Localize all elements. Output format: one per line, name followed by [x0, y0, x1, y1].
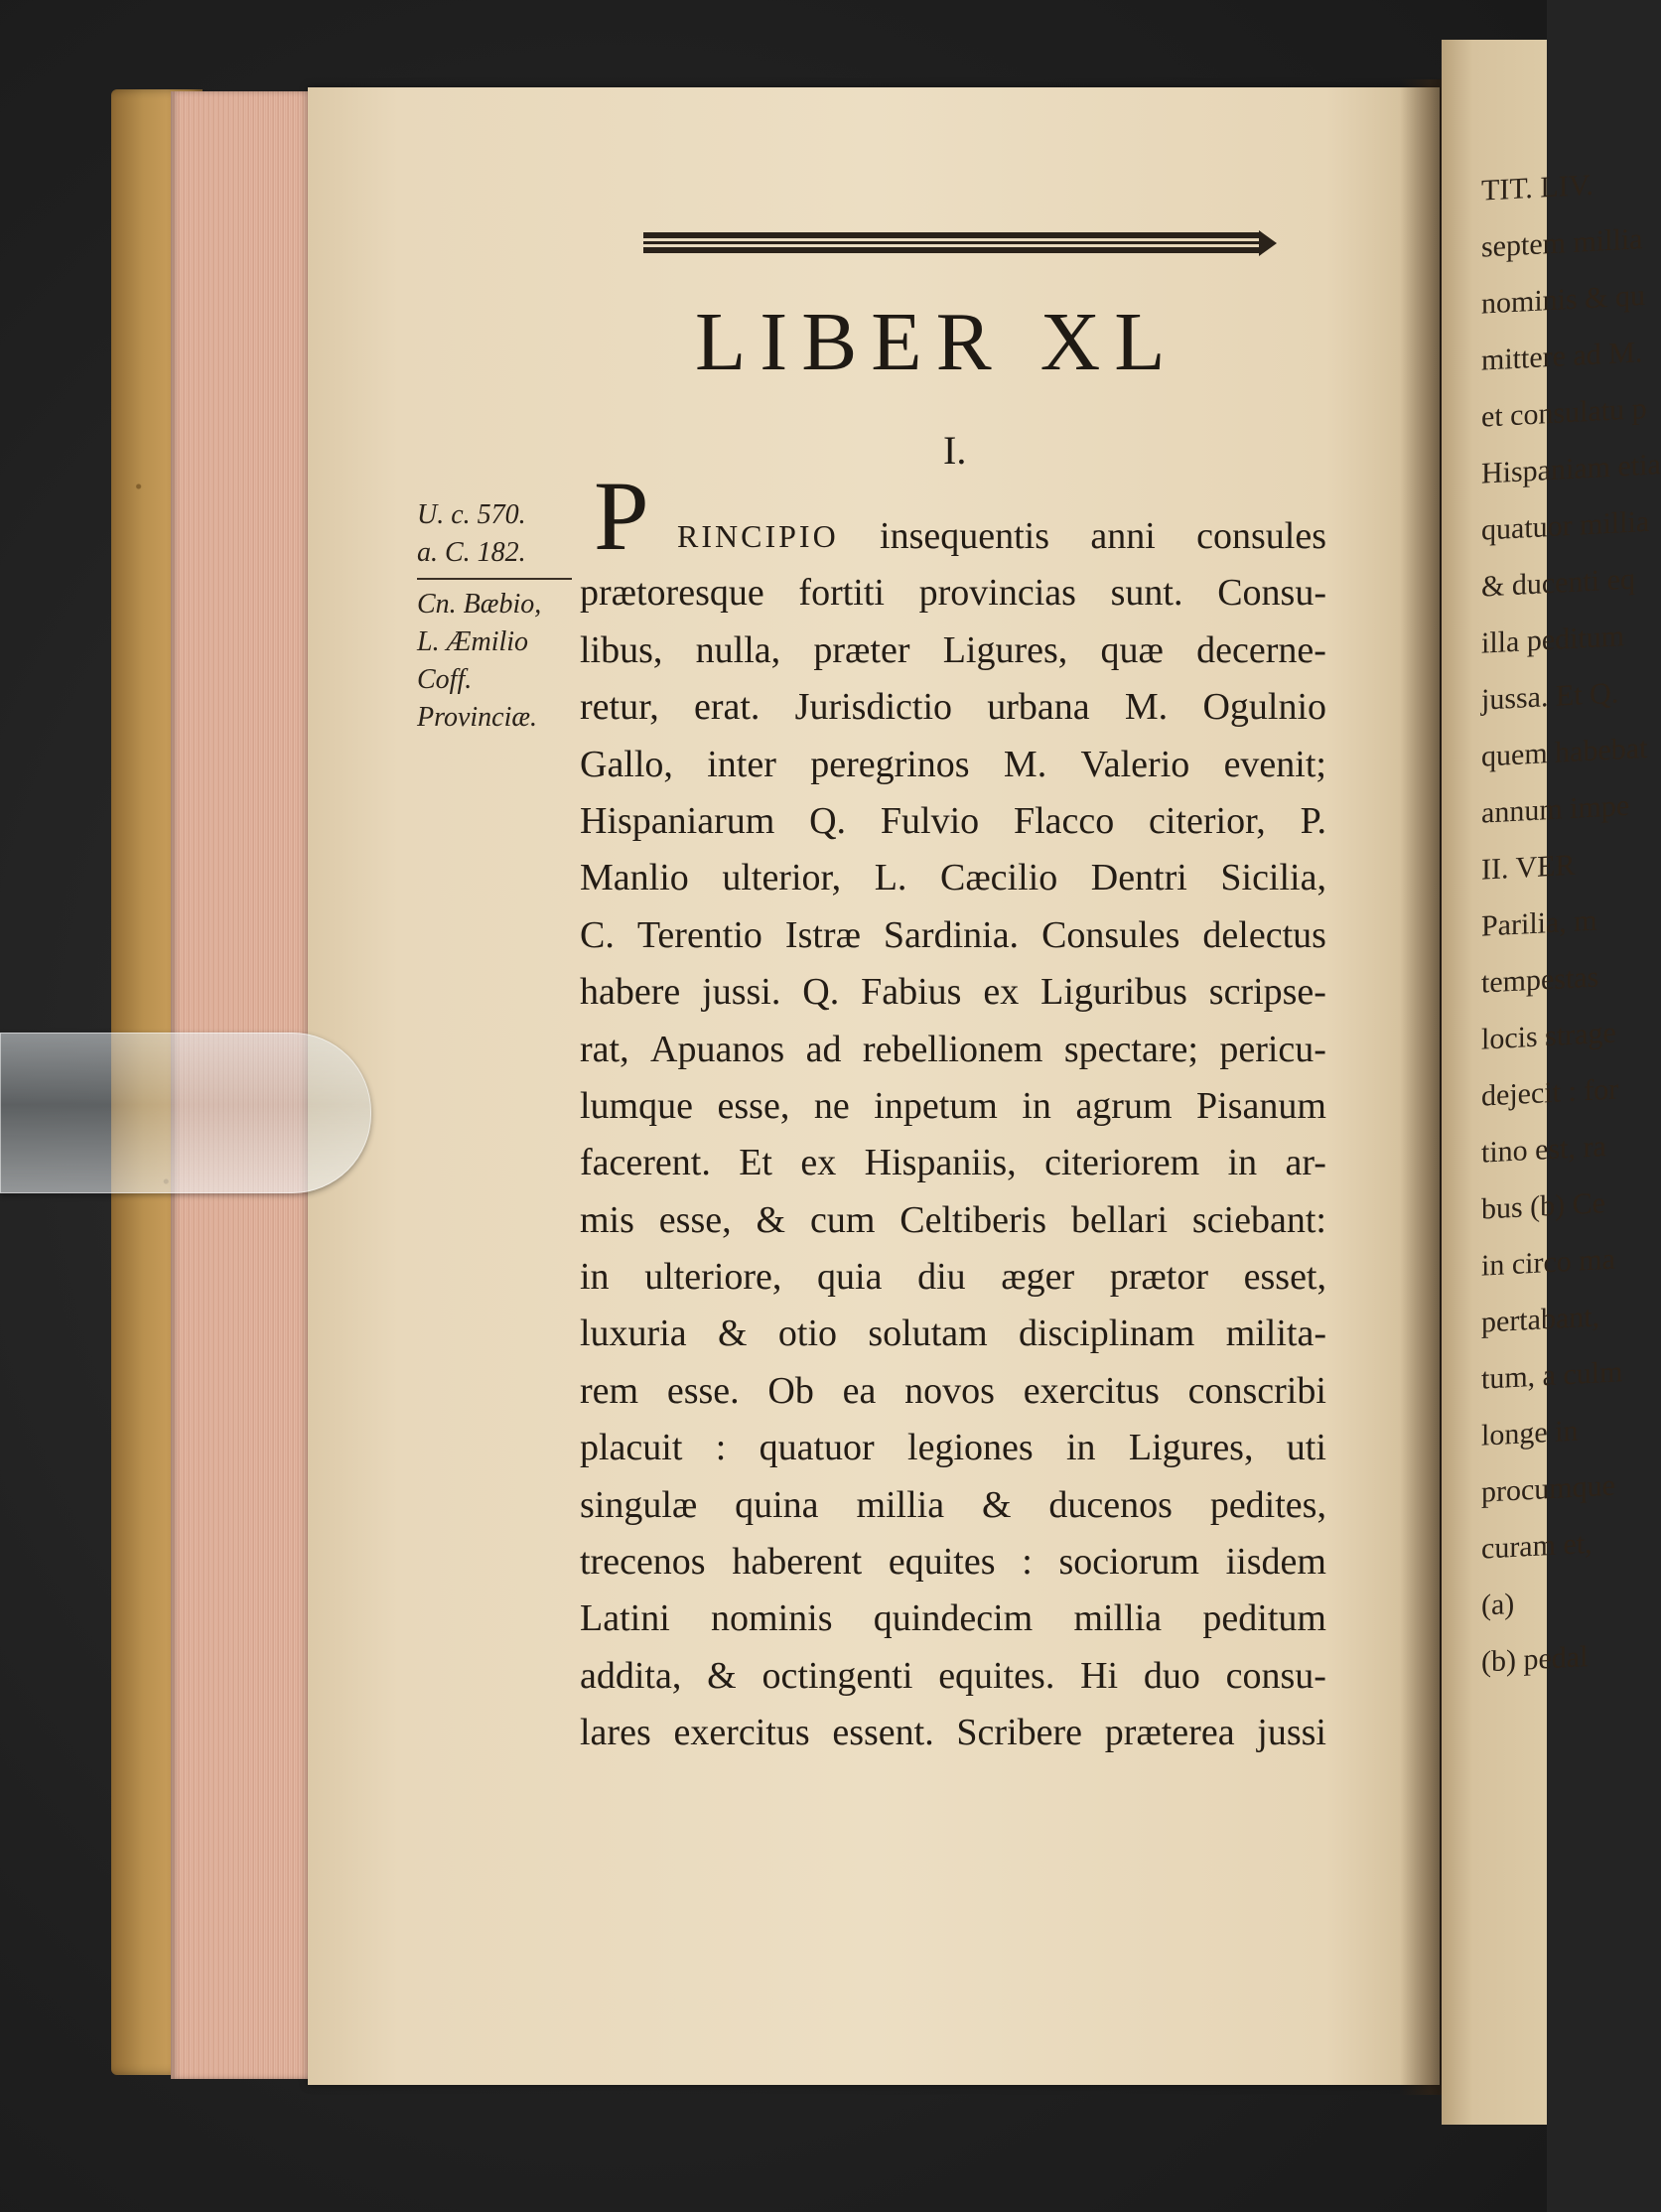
word: haberent [732, 1541, 863, 1584]
word: Sardinia. [883, 913, 1020, 956]
word: Pisanum [1196, 1084, 1326, 1127]
word: consu- [1225, 1654, 1326, 1697]
word: Gallo, [580, 743, 673, 785]
text-line [580, 964, 1326, 1021]
word: M. [1124, 686, 1169, 729]
text-line [580, 1590, 1326, 1647]
word: Jurisdictio [794, 686, 952, 729]
facing-line: locis strage [1481, 1016, 1616, 1056]
word: Q. [802, 971, 840, 1014]
word: Hispaniis, [864, 1142, 1017, 1184]
word: ex [983, 971, 1020, 1014]
facing-page-text [1481, 155, 1661, 1690]
word: exercitus [673, 1712, 810, 1754]
word: nominis [711, 1597, 833, 1640]
word: esset, [1243, 1256, 1326, 1299]
word: rem [580, 1369, 639, 1412]
word: otio [777, 1313, 838, 1355]
word: lumque [580, 1084, 693, 1127]
word: : [715, 1427, 727, 1469]
word: millia [856, 1483, 945, 1526]
facing-line: Hispaniam etia [1481, 448, 1661, 490]
margin-consuls-line-3: Coff. [417, 664, 473, 695]
margin-year-line-2: a. C. 182. [417, 537, 526, 568]
word: ar- [1285, 1142, 1326, 1184]
word: RINCIPIO [677, 518, 839, 554]
drop-cap: P [594, 461, 649, 571]
word: ex [800, 1142, 837, 1184]
word: agrum [1075, 1084, 1173, 1127]
word: Cæcilio [939, 857, 1058, 899]
text-line [580, 850, 1326, 906]
word: solutam [868, 1313, 988, 1355]
text-line [580, 1192, 1326, 1249]
facing-header: TIT. LIV. [1481, 168, 1594, 207]
word: ulterior, [722, 857, 842, 899]
word: Dentri [1090, 857, 1187, 899]
word: esse, [658, 1198, 732, 1241]
body-text [580, 508, 1326, 1762]
facing-line: tino est, ra [1481, 1130, 1606, 1170]
word: & [717, 1313, 748, 1355]
word: præter [813, 628, 910, 671]
text-line [580, 1306, 1326, 1362]
word: sociorum [1058, 1541, 1199, 1584]
word: Latini [580, 1597, 670, 1640]
word: Ligures, [942, 628, 1068, 671]
text-line [580, 1705, 1326, 1761]
word: quia [817, 1256, 883, 1299]
text-line [580, 793, 1326, 850]
word: L. [874, 857, 907, 899]
word: ne [813, 1084, 850, 1127]
word: exercitus [1023, 1369, 1160, 1412]
word: Istræ [784, 913, 861, 956]
word: millia [1073, 1597, 1163, 1640]
margin-consuls-line-1: Cn. Bæbio, [417, 589, 542, 620]
word: citerior, [1149, 799, 1266, 842]
word: legiones [907, 1427, 1034, 1469]
word: Ligures, [1128, 1427, 1254, 1469]
word: præterea [1104, 1712, 1235, 1754]
word: sciebant: [1191, 1198, 1326, 1241]
facing-line: curam et, [1481, 1526, 1592, 1566]
facing-line: jussa. Et Q. [1481, 676, 1619, 717]
text-line [580, 1078, 1326, 1135]
word: Et [739, 1142, 772, 1184]
word: retur, [580, 686, 659, 729]
word: quæ [1100, 628, 1164, 671]
facing-line: bus (b) Ce [1481, 1186, 1605, 1226]
word: milita- [1225, 1313, 1326, 1355]
word: Liguribus [1040, 971, 1187, 1014]
text-line [580, 679, 1326, 736]
margin-year-line-1: U. c. 570. [417, 499, 526, 530]
word: : [1022, 1541, 1033, 1584]
word: ducenos [1048, 1483, 1173, 1526]
ornamental-rule [643, 226, 1279, 260]
word: addita, [580, 1654, 682, 1697]
word: Hi [1080, 1654, 1119, 1697]
word: decerne- [1196, 628, 1326, 671]
word: habere [580, 971, 681, 1014]
word: Consules [1041, 913, 1180, 956]
facing-line: pertabant, [1481, 1300, 1600, 1339]
word: Fulvio [880, 799, 980, 842]
word: quatuor [759, 1427, 875, 1469]
facing-line: illa peditum [1481, 620, 1625, 660]
facing-line: quatuor millia [1481, 504, 1650, 547]
word: Hispaniarum [580, 799, 775, 842]
word: equites [888, 1541, 996, 1584]
word: inter [707, 743, 776, 785]
word: uti [1286, 1427, 1326, 1469]
text-line [580, 1420, 1326, 1476]
word: trecenos [580, 1541, 706, 1584]
facing-page [1442, 40, 1661, 2125]
facing-line: quem habebat [1481, 731, 1648, 773]
word: jussi. [702, 971, 781, 1014]
word: & [707, 1654, 737, 1697]
text-line [580, 565, 1326, 622]
word: equites. [938, 1654, 1055, 1697]
word: pedites, [1209, 1483, 1326, 1526]
facing-line: (a) [1481, 1587, 1515, 1622]
word: M. [1003, 743, 1047, 785]
word: in [1066, 1427, 1096, 1469]
word: quindecim [873, 1597, 1034, 1640]
text-line [580, 737, 1326, 793]
word: delectus [1202, 913, 1326, 956]
word: iisdem [1225, 1541, 1326, 1584]
word: Consu- [1217, 572, 1326, 615]
facing-line: Parilia, m [1481, 903, 1597, 943]
word: rat, [580, 1028, 629, 1070]
word: ea [842, 1369, 877, 1412]
word: consules [1196, 515, 1326, 557]
word: disciplinam [1019, 1313, 1195, 1355]
word: Celtiberis [900, 1198, 1047, 1241]
text-line [580, 907, 1326, 964]
word: inpetum [874, 1084, 998, 1127]
word: Q. [809, 799, 847, 842]
word: Ogulnio [1202, 686, 1326, 729]
facing-line: & ducenti eq [1481, 562, 1635, 604]
word: libus, [580, 628, 663, 671]
word: esse. [666, 1369, 740, 1412]
word: octingenti [761, 1654, 913, 1697]
word: prætor [1109, 1256, 1208, 1299]
word: Sicilia, [1220, 857, 1326, 899]
margin-consuls-line-2: L. Æmilio [417, 626, 529, 657]
word: evenit; [1223, 743, 1326, 785]
text-line [580, 1477, 1326, 1534]
facing-line: in circo ma [1481, 1242, 1615, 1283]
word: Scribere [956, 1712, 1083, 1754]
word: sunt. [1110, 572, 1183, 615]
text-line [580, 1648, 1326, 1705]
word: duo [1143, 1654, 1200, 1697]
word: scripse- [1208, 971, 1326, 1014]
word: Apuanos [650, 1028, 785, 1070]
word: singulæ [580, 1483, 698, 1526]
facing-line: procumque [1481, 1468, 1615, 1509]
text-line [580, 1135, 1326, 1191]
facing-line: II. VER [1481, 848, 1576, 887]
book-title: LIBER XL [695, 296, 1179, 388]
word: C. [580, 913, 615, 956]
facing-line: mittere ad M. [1481, 336, 1643, 377]
word: erat. [693, 686, 761, 729]
facing-line: longe in [1481, 1414, 1579, 1452]
text-line [580, 1022, 1326, 1078]
word: conscribi [1187, 1369, 1326, 1412]
facing-line: nominis & qu [1481, 279, 1646, 321]
word: facerent. [580, 1142, 711, 1184]
text-line [580, 1534, 1326, 1590]
word: Flacco [1013, 799, 1115, 842]
facing-line: septem millia [1481, 222, 1643, 264]
word: diu [917, 1256, 966, 1299]
word: pericu- [1219, 1028, 1326, 1070]
word: prætoresque [580, 572, 764, 615]
word: insequentis [880, 515, 1049, 557]
margin-notes [417, 496, 586, 737]
word: Fabius [861, 971, 962, 1014]
word: peregrinos [810, 743, 970, 785]
word: novos [904, 1369, 995, 1412]
word: ad [805, 1028, 842, 1070]
word: æger [1001, 1256, 1075, 1299]
word: esse, [717, 1084, 790, 1127]
word: essent. [832, 1712, 934, 1754]
word: in [1227, 1142, 1258, 1184]
word: Manlio [580, 857, 689, 899]
word: jussi [1257, 1712, 1326, 1754]
text-line [580, 1249, 1326, 1306]
text-line-1 [580, 508, 1326, 565]
word: urbana [987, 686, 1090, 729]
word: fortiti [798, 572, 885, 615]
word: bellari [1070, 1198, 1168, 1241]
facing-line: dejecit : for [1481, 1072, 1619, 1113]
margin-divider [417, 578, 572, 580]
word: luxuria [580, 1313, 687, 1355]
word: peditum [1202, 1597, 1326, 1640]
facing-line: et consulatu p [1481, 391, 1647, 434]
word: citeriorem [1044, 1142, 1200, 1184]
word: provincias [918, 572, 1076, 615]
facing-line: (b) pedal [1481, 1640, 1589, 1679]
word: P. [1300, 799, 1326, 842]
text-line [580, 622, 1326, 679]
word: & [756, 1198, 786, 1241]
word: placuit [580, 1427, 683, 1469]
chapter-number: I. [943, 428, 967, 473]
word: Valerio [1080, 743, 1190, 785]
facing-line: tum, a culm [1481, 1355, 1623, 1396]
word: in [1022, 1084, 1051, 1127]
text-line [580, 1363, 1326, 1420]
page-weight-clip [0, 1033, 371, 1193]
word: nulla, [695, 628, 781, 671]
word: lares [580, 1712, 651, 1754]
facing-line: tempestas [1481, 960, 1599, 1000]
word: spectare; [1063, 1028, 1198, 1070]
word: Ob [767, 1369, 814, 1412]
word: quina [735, 1483, 819, 1526]
word: mis [580, 1198, 634, 1241]
word: anni [1090, 515, 1156, 557]
word: ulteriore, [644, 1256, 782, 1299]
facing-line: annum impe [1481, 788, 1630, 830]
word: & [981, 1483, 1012, 1526]
word: Terentio [636, 913, 762, 956]
word: cum [809, 1198, 876, 1241]
margin-provinces: Provinciæ. [417, 702, 538, 733]
word: in [580, 1256, 610, 1299]
word: rebellionem [862, 1028, 1043, 1070]
